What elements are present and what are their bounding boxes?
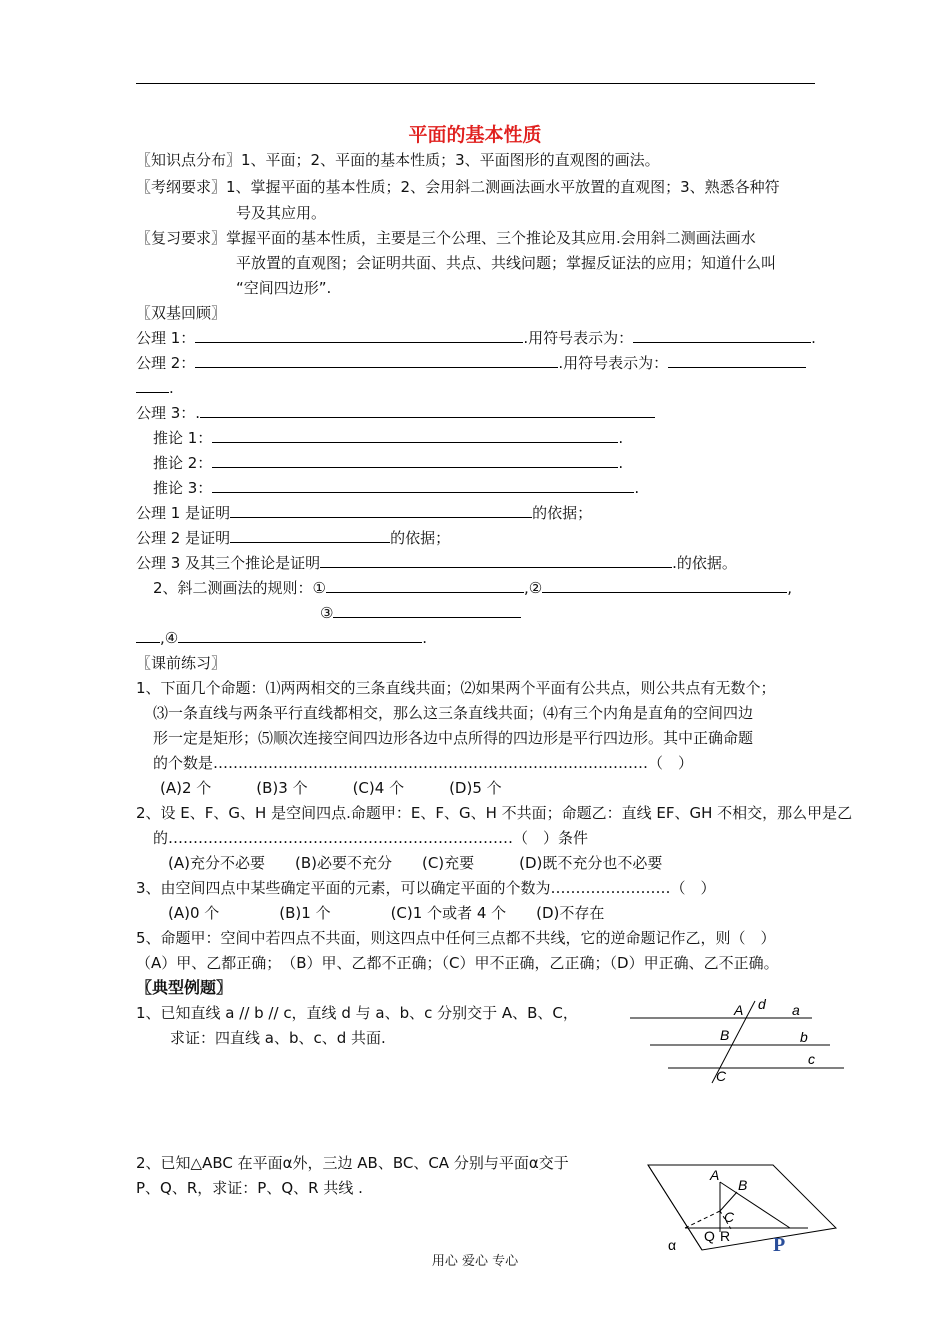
rule3-blank-cont[interactable] — [136, 628, 160, 643]
q1-line-3: 形一定是矩形；⑸顺次连接空间四边形各边中点所得的四边形是平行四边形。其中正确命题 — [153, 729, 754, 747]
label-d: d — [758, 996, 766, 1012]
axiom2-symbol-label: .用符号表示为： — [558, 354, 669, 372]
q1-line-2: ⑶一条直线与两条平行直线都相交，那么这三条直线共面；⑷有三个内角是直角的空间四边 — [153, 704, 754, 722]
page-title: 平面的基本性质 — [408, 124, 542, 146]
label-b: b — [800, 1029, 808, 1045]
oblique-rules-line-3: ,④ . — [136, 628, 427, 648]
example2-line-1: 2、已知△ABC 在平面α外，三边 AB、BC、CA 分别与平面α交于 — [136, 1154, 569, 1172]
axiom3-label: 公理 3：. — [136, 404, 201, 422]
oblique-rules-line: 2、斜二测画法的规则：① ,② , — [153, 579, 792, 597]
example1-line-1: 1、已知直线 a // b // c，直线 d 与 a、b、c 分别交于 A、B、C， — [136, 1004, 578, 1022]
label-B: B — [720, 1027, 730, 1043]
q3-line-1: 3、由空间四点中某些确定平面的元素，可以确定平面的个数为……………………（ ） — [136, 879, 716, 897]
label-a: a — [792, 1002, 800, 1018]
practice-heading: 〖课前练习〗 — [136, 654, 227, 672]
header-rule — [136, 83, 815, 84]
review-line-2: 平放置的直观图；会证明共面、共点、共线问题；掌握反证法的应用；知道什么叫 — [236, 254, 777, 272]
corollary2-blank[interactable] — [212, 453, 618, 468]
review-line-3: “空间四边形”. — [236, 279, 332, 297]
q3-options: (A)0 个 (B)1 个 (C)1 个或者 4 个 (D)不存在 — [168, 904, 605, 922]
axiom3-use-line: 公理 3 及其三个推论是证明 .的依据。 — [136, 554, 737, 572]
axiom1-use-blank[interactable] — [230, 503, 532, 518]
axiom2-label: 公理 2： — [136, 354, 196, 372]
axiom2-blank[interactable] — [195, 353, 558, 368]
rule2-blank[interactable] — [542, 578, 787, 593]
axiom2-line — [136, 353, 806, 373]
q5-line-1: 5、命题甲：空间中若四点不共面，则这四点中任何三点都不共线，它的逆命题记作乙，则（ ） — [136, 929, 776, 947]
axiom2-line-cont: . — [136, 378, 174, 398]
syllabus-line-1: 〖考纲要求〗1、掌握平面的基本性质；2、会用斜二测画法画水平放置的直观图；3、熟悉各种符 — [136, 178, 780, 196]
page-footer: 用心 爱心 专心 — [431, 1254, 519, 1269]
fig2-label-Q: Q — [704, 1228, 715, 1244]
figure-parallel-lines — [620, 996, 850, 1095]
corollary1-label: 推论 1： — [153, 429, 213, 447]
corollary1-line: 推论 1： . — [153, 429, 624, 447]
axiom2-symbol-blank-cont[interactable] — [136, 378, 169, 393]
q2-line-2: 的……………………………………………………………（ ）条件 — [153, 829, 589, 847]
axiom1-symbol-blank[interactable] — [633, 328, 811, 343]
fig2-label-P: P — [773, 1234, 786, 1256]
basics-heading: 〖双基回顾〗 — [136, 304, 227, 322]
corollary2-label: 推论 2： — [153, 454, 213, 472]
axiom1-line: 公理 1： .用符号表示为： . — [136, 329, 816, 347]
q5-options: （A）甲、乙都正确； （B）甲、乙都不正确；（C）甲不正确，乙正确；（D）甲正确、乙不正确。 — [136, 954, 779, 972]
axiom3-use-blank[interactable] — [320, 553, 672, 568]
example1-line-2: 求证：四直线 a、b、c、d 共面. — [170, 1029, 386, 1047]
fig2-label-A: A — [710, 1167, 720, 1183]
q2-line-1: 2、设 E、F、G、H 是空间四点.命题甲：E、F、G、H 不共面；命题乙：直线 EF、GH 不相交，那么甲是乙 — [136, 804, 853, 822]
axiom1-symbol-label: .用符号表示为： — [523, 329, 634, 347]
axiom2-use-line: 公理 2 是证明 的依据； — [136, 529, 451, 547]
syllabus-line-2: 号及其应用。 — [236, 204, 327, 222]
axiom2-use-blank[interactable] — [230, 528, 390, 543]
corollary1-blank[interactable] — [212, 428, 618, 443]
axiom1-label: 公理 1： — [136, 329, 196, 347]
fig2-label-R: R — [720, 1228, 731, 1244]
figure-triangle-plane — [640, 1160, 850, 1260]
axiom2-symbol-blank[interactable] — [668, 353, 806, 368]
rule3-blank[interactable] — [333, 603, 521, 618]
axiom1-blank[interactable] — [195, 328, 523, 343]
q1-line-4: 的个数是……………………………………………………………………………（ ） — [153, 754, 694, 772]
q1-line-1: 1、下面几个命题：⑴两两相交的三条直线共面；⑵如果两个平面有公共点，则公共点有无数个； — [136, 679, 776, 697]
rule1-blank[interactable] — [326, 578, 524, 593]
corollary2-line: 推论 2： . — [153, 454, 624, 472]
fig2-label-C: C — [724, 1209, 735, 1225]
axiom1-use-line: 公理 1 是证明 的依据； — [136, 504, 593, 522]
examples-heading: 〖典型例题〗 — [136, 978, 233, 997]
q1-options: (A)2 个 (B)3 个 (C)4 个 (D)5 个 — [160, 779, 502, 797]
example2-line-2: P、Q、R，求证：P、Q、R 共线 . — [136, 1179, 363, 1197]
q2-options: (A)充分不必要 (B)必要不充分 (C)充要 (D)既不充分也不必要 — [168, 854, 663, 872]
axiom3-line — [136, 403, 655, 423]
corollary3-line: 推论 3： . — [153, 479, 640, 497]
label-c: c — [808, 1051, 815, 1067]
knowledge-points: 〖知识点分布〗1、平面；2、平面的基本性质；3、平面图形的直观图的画法。 — [136, 151, 660, 169]
label-A: A — [734, 1002, 744, 1018]
review-line-1: 〖复习要求〗掌握平面的基本性质，主要是三个公理、三个推论及其应用.会用斜二测画法画水 — [136, 229, 756, 247]
label-C: C — [716, 1068, 727, 1084]
fig2-label-alpha: α — [668, 1237, 677, 1253]
fig2-label-B: B — [738, 1177, 748, 1193]
corollary3-label: 推论 3： — [153, 479, 213, 497]
oblique-rules-line-2: ③ — [320, 603, 521, 623]
rule4-blank[interactable] — [178, 628, 422, 643]
axiom3-blank[interactable] — [200, 403, 655, 418]
corollary3-blank[interactable] — [212, 478, 634, 493]
